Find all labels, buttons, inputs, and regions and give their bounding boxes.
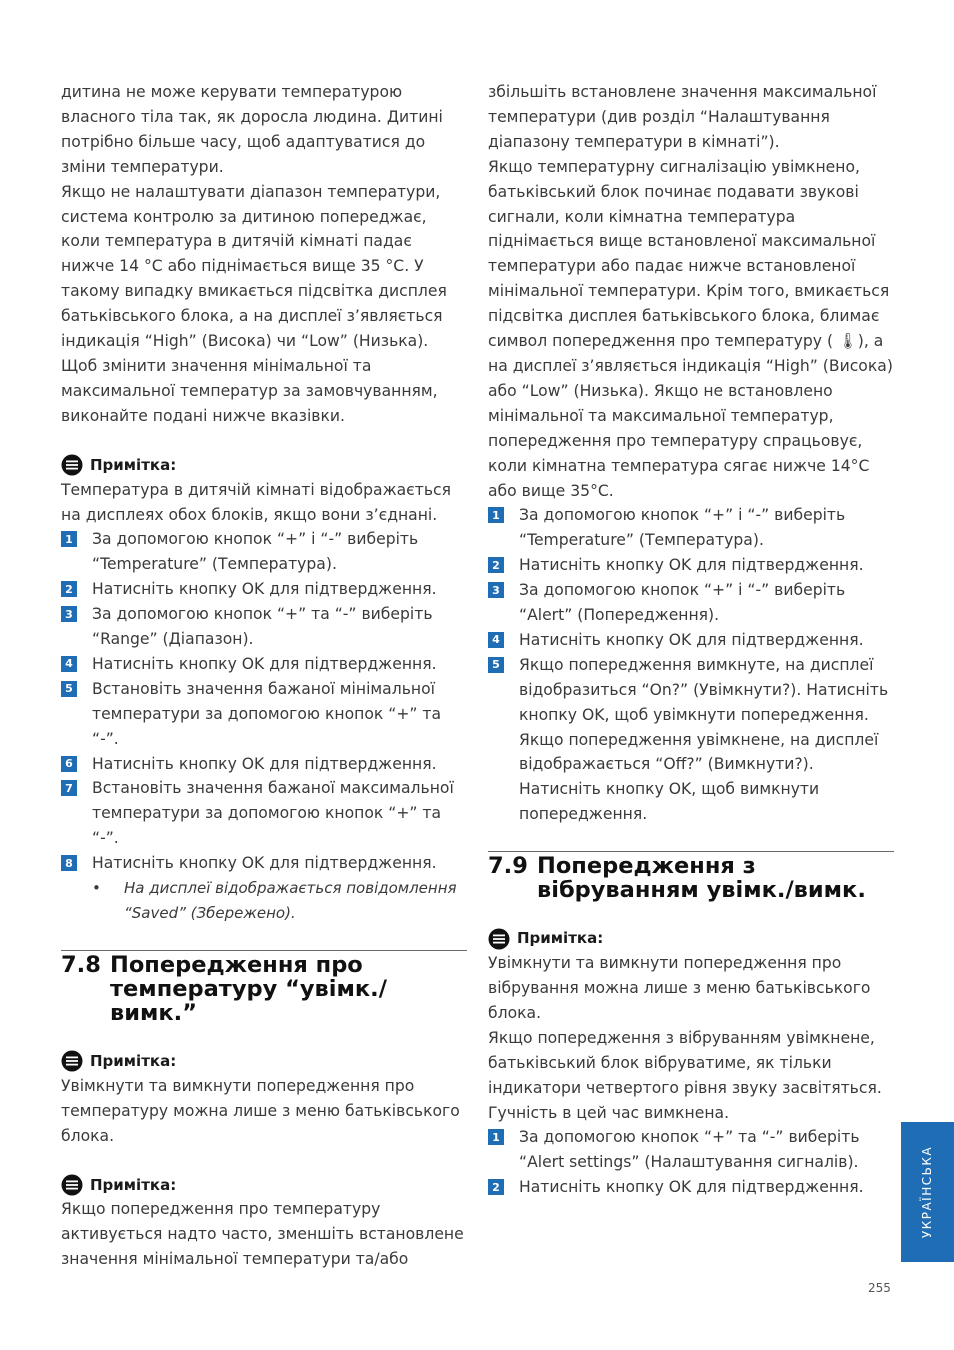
section-title: Попередження про температуру “увімк./вимк.” [110, 951, 387, 1026]
step-text: Встановіть значення бажаної максимальної температури за допомогою кнопок “+” та “-”. [92, 779, 454, 848]
note-icon [488, 928, 510, 950]
left-intro-1: дитина не може керувати температурою власного тіла так, як доросла людина. Дитині потрібно більше часу, щоб адаптуватися до зміни температури. [61, 83, 443, 176]
note-icon [61, 1174, 83, 1196]
step-number: 4 [488, 632, 504, 648]
note-header-3 [61, 1173, 467, 1198]
note-text-2: Увімкнути та вимкнути попередження про температуру можна лише з меню батьківського блока. [61, 1076, 460, 1145]
left-step-7 [61, 776, 467, 851]
step-number: 2 [488, 1179, 504, 1195]
step-number: 6 [61, 756, 77, 772]
step-text: Натисніть кнопку OK для підтвердження. [92, 854, 437, 873]
step-number: 5 [61, 681, 77, 697]
section-number: 7.8 [61, 951, 101, 978]
note-header-2 [61, 1049, 467, 1074]
step-number: 2 [61, 581, 77, 597]
note-text-3: Якщо попередження про температуру активується надто часто, зменшіть встановлене значення мінімальної температури та/або [61, 1200, 464, 1269]
step-number: 3 [488, 582, 504, 598]
step-number: 1 [488, 507, 504, 523]
step-text: За допомогою кнопок “+” і “-” виберіть “Temperature” (Температура). [92, 530, 419, 574]
left-step-5 [61, 677, 467, 752]
note-header-1 [61, 453, 467, 478]
note-icon [61, 454, 83, 476]
left-step-2 [61, 577, 467, 602]
note-text-1: Температура в дитячій кімнаті відображається на дисплеях обох блоків, якщо вони з’єднані. [61, 480, 451, 524]
left-step-4 [61, 652, 467, 677]
right-step-1 [488, 503, 894, 553]
step-text: Натисніть кнопку OK для підтвердження. [519, 1178, 864, 1197]
step-number: 2 [488, 557, 504, 573]
step-text: Натисніть кнопку OK для підтвердження. [519, 556, 864, 575]
step-text: Натисніть кнопку OK для підтвердження. [92, 754, 437, 773]
step-text: Натисніть кнопку OK для підтвердження. [519, 630, 864, 649]
right-step-3 [488, 578, 894, 628]
right-column [488, 80, 894, 1200]
language-side-tab [901, 1122, 954, 1262]
bullet-dot: • [92, 879, 101, 898]
step-text: За допомогою кнопок “+” і “-” виберіть “Alert” (Попередження). [519, 581, 846, 625]
right-intro-2: Якщо температурну сигналізацію увімкнено, батьківський блок починає подавати звукові сигнали, коли кімнатна температура піднімається вище встановленої максимальної температури або падає нижче встановленої мінімальної температури. Крім того, вмикається підсвітка дисплея батьківського блока, блимає символ попередження про температуру ( 🌡), а на дисплеї з’являється індикація “High” (Висока) або “Low” (Низька). Якщо не встановлено мінімальної та максимальної температур, попередження про температуру спрацьовує, коли кімнатна температура сягає нижче 14°C або вище 35°C. [488, 157, 893, 500]
left-intro-2: Якщо не налаштувати діапазон температури, система контролю за дитиною попереджає, коли температура в дитячій кімнаті падає нижче 14 °C або піднімається вище 35 °C. У такому випадку вмикається підсвітка дисплея батьківського блока, а на дисплеї з’являється індикація “High” (Висока) чи “Low” (Низька). [61, 182, 447, 351]
left-intro-3: Щоб змінити значення мінімальної та максимальної температур за замовчуванням, виконайте подані нижче вказівки. [61, 356, 438, 425]
note-text-4a: Увімкнути та вимкнути попередження про вібрування можна лише з меню батьківського блока. [488, 954, 871, 1022]
note-title-2: Примітка: [90, 1051, 177, 1070]
step-number: 5 [488, 657, 504, 673]
right2-step-1 [488, 1125, 894, 1175]
left-step-8 [61, 851, 467, 876]
step-number: 7 [61, 780, 77, 796]
note-title-3: Примітка: [90, 1175, 177, 1194]
note-title-4: Примітка: [517, 929, 604, 948]
step-number: 3 [61, 606, 77, 622]
step-text: Натисніть кнопку OK для підтвердження. [92, 654, 437, 673]
step-number: 8 [61, 855, 77, 871]
right-step-2 [488, 553, 894, 578]
right-intro-1: збільшіть встановлене значення максимальної температури (див розділ “Налаштування діапазону температури в кімнаті”). [488, 83, 877, 151]
note-header-4 [488, 926, 894, 951]
language-label: УКРАЇНСЬКА [920, 1145, 935, 1239]
step-text: За допомогою кнопок “+” та “-” виберіть “Range” (Діапазон). [92, 605, 433, 649]
bullet-text: На дисплеї відображається повідомлення “Saved” (Збережено). [124, 879, 457, 922]
right2-step-2 [488, 1175, 894, 1200]
left-step-3 [61, 602, 467, 652]
left-column [61, 80, 467, 1272]
bullet-item [61, 876, 467, 926]
step-text: Встановіть значення бажаної мінімальної температури за допомогою кнопок “+” та “-”. [92, 679, 442, 748]
step-number: 1 [61, 531, 77, 547]
section-heading-7-8 [61, 950, 467, 1025]
step-number: 4 [61, 656, 77, 672]
step-text: Якщо попередження вимкнуте, на дисплеї відобразиться “On?” (Увімкнути?). Натисніть кнопку OK, щоб увімкнути попередження. Якщо попередження увімкнене, на дисплеї відображається “Off?” (Вимкнути?). Натисніть кнопку OK, щоб вимкнути попередження. [519, 655, 889, 824]
step-number: 1 [488, 1129, 504, 1145]
section-heading-7-9 [488, 851, 894, 902]
step-text: За допомогою кнопок “+” і “-” виберіть “Temperature” (Температура). [519, 506, 846, 550]
right-step-4 [488, 628, 894, 653]
left-step-6 [61, 752, 467, 777]
section-number: 7.9 [488, 853, 528, 880]
note-text-4b: Якщо попередження з вібруванням увімкнене, батьківський блок вібруватиме, як тільки індикатори четвертого рівня звуку засвітяться. Гучність в цей час вимкнена. [488, 1028, 882, 1122]
note-icon [61, 1050, 83, 1072]
page-number: 255 [868, 1281, 891, 1295]
step-text: Натисніть кнопку OK для підтвердження. [92, 580, 437, 599]
left-step-1 [61, 527, 467, 577]
right-step-5 [488, 653, 894, 827]
section-title: Попередження з вібруванням увімк./вимк. [537, 853, 866, 904]
note-title-1: Примітка: [90, 455, 177, 474]
step-text: За допомогою кнопок “+” та “-” виберіть “Alert settings” (Налаштування сигналів). [519, 1128, 860, 1172]
